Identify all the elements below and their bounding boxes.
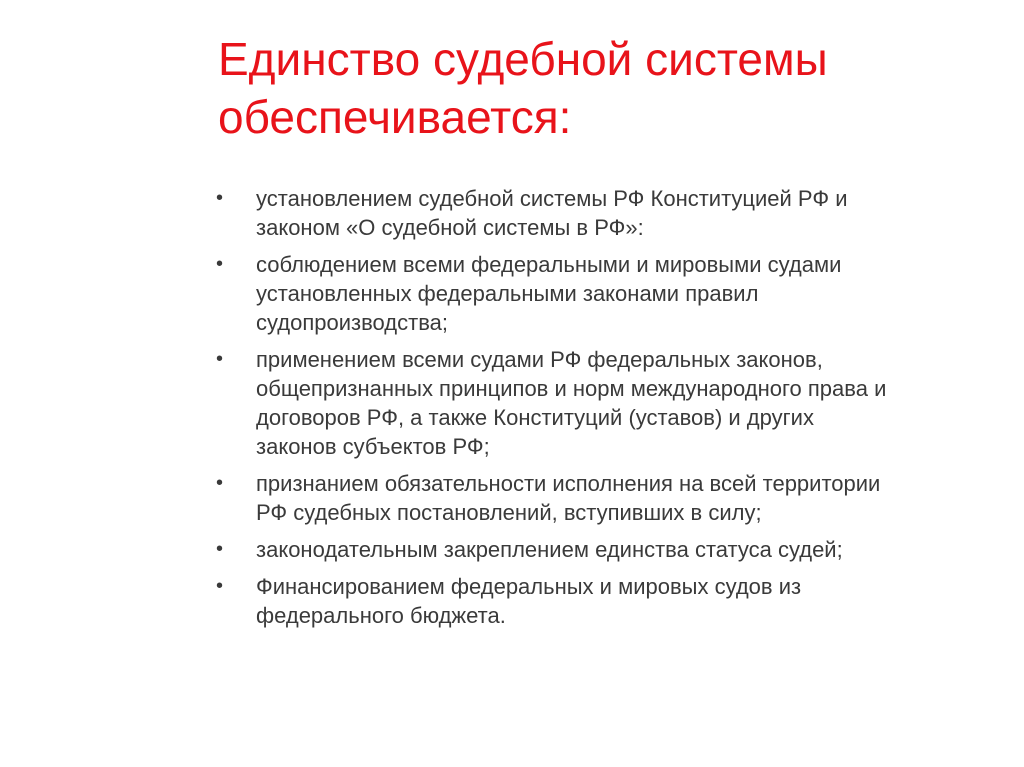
bullet-icon: • <box>216 538 224 560</box>
bullet-item-line: установлением судебной системы РФ Конституцией РФ и <box>256 186 848 211</box>
bullet-icon: • <box>216 187 224 209</box>
bullet-item-law-application <box>214 345 1004 461</box>
bullet-item-line: Финансированием федеральных и мировых судов из <box>256 574 802 599</box>
bullet-item-line: признанием обязательности исполнения на всей территории <box>256 471 881 496</box>
bullet-item-line: законов субъектов РФ; <box>256 434 490 459</box>
bullet-item-mandatory-execution <box>214 469 1004 527</box>
bullet-icon: • <box>216 253 224 275</box>
bullet-item-line: судопроизводства; <box>256 310 448 335</box>
bullet-item-line: соблюдением всеми федеральными и мировыми судами <box>256 252 842 277</box>
bullet-item-judge-status <box>214 535 1004 564</box>
slide-title-line-1: Единство судебной системы <box>218 33 828 85</box>
bullet-item-line: применением всеми судами РФ федеральных законов, <box>256 347 823 372</box>
bullet-icon: • <box>216 575 224 597</box>
slide-title-line-2: обеспечивается: <box>218 91 572 143</box>
bullet-item-line: общепризнанных принципов и норм международного права и <box>256 376 887 401</box>
bullet-item-procedure-rules <box>214 250 1004 337</box>
bullet-item-line: федерального бюджета. <box>256 603 506 628</box>
bullet-item-line: законодательным закреплением единства статуса судей; <box>256 537 843 562</box>
bullet-item-line: законом «О судебной системы в РФ»: <box>256 215 644 240</box>
bullet-list <box>214 184 1004 638</box>
bullet-icon: • <box>216 472 224 494</box>
bullet-item-line: РФ судебных постановлений, вступивших в силу; <box>256 500 762 525</box>
bullet-icon: • <box>216 348 224 370</box>
slide-title <box>218 30 998 146</box>
bullet-item-line: установленных федеральными законами правил <box>256 281 759 306</box>
bullet-item-federal-financing <box>214 572 1004 630</box>
bullet-item-constitution-law <box>214 184 1004 242</box>
bullet-item-line: договоров РФ, а также Конституций (уставов) и других <box>256 405 814 430</box>
